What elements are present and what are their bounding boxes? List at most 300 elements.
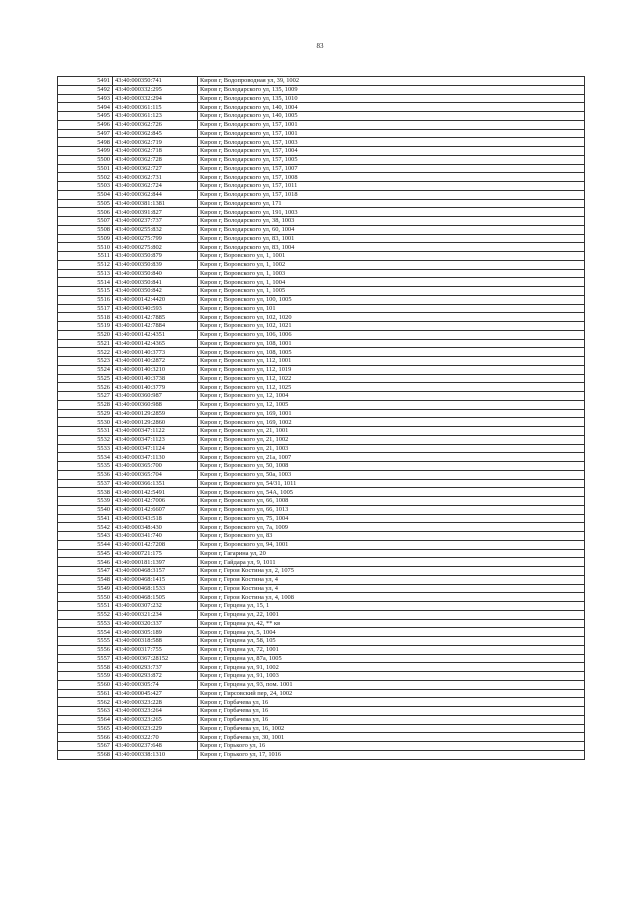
cadastral-number: 43:40:000140:3210 (113, 365, 198, 374)
address: Киров г, Воровского ул, 100, 1005 (198, 295, 585, 304)
table-row (58, 488, 585, 497)
address: Киров г, Воровского ул, 1, 1002 (198, 260, 585, 269)
table-row (58, 654, 585, 663)
address: Киров г, Воровского ул, 112, 1025 (198, 383, 585, 392)
address: Киров г, Володарского ул, 157, 1005 (198, 155, 585, 164)
table-row (58, 374, 585, 383)
row-number: 5502 (58, 173, 113, 182)
address: Киров г, Герцена ул, 5, 1004 (198, 628, 585, 637)
row-number: 5499 (58, 147, 113, 156)
cadastral-number: 43:40:000360:987 (113, 392, 198, 401)
address: Киров г, Горбачева ул, 16 (198, 698, 585, 707)
table-row (58, 514, 585, 523)
row-number: 5561 (58, 689, 113, 698)
address: Киров г, Володарского ул, 157, 1001 (198, 120, 585, 129)
cadastral-number: 43:40:000350:840 (113, 269, 198, 278)
row-number: 5553 (58, 619, 113, 628)
row-number: 5493 (58, 94, 113, 103)
address: Киров г, Воровского ул, 12, 1004 (198, 392, 585, 401)
cadastral-number: 43:40:000362:845 (113, 129, 198, 138)
cadastral-number: 43:40:000365:704 (113, 470, 198, 479)
cadastral-number: 43:40:000305:189 (113, 628, 198, 637)
table-row (58, 575, 585, 584)
address: Киров г, Герцена ул, 15, 1 (198, 602, 585, 611)
row-number: 5543 (58, 532, 113, 541)
row-number: 5566 (58, 733, 113, 742)
row-number: 5550 (58, 593, 113, 602)
address: Киров г, Горбачева ул, 16, 1002 (198, 724, 585, 733)
address: Киров г, Воровского ул, 75, 1004 (198, 514, 585, 523)
table-row (58, 497, 585, 506)
cadastral-number: 43:40:000362:844 (113, 190, 198, 199)
cadastral-number: 43:40:000140:3773 (113, 348, 198, 357)
row-number: 5562 (58, 698, 113, 707)
cadastral-number: 43:40:000129:2860 (113, 418, 198, 427)
row-number: 5527 (58, 392, 113, 401)
cadastral-number: 43:40:000142:7006 (113, 497, 198, 506)
address: Киров г, Герои Костина ул, 4, 1008 (198, 593, 585, 602)
row-number: 5536 (58, 470, 113, 479)
cadastral-number: 43:40:000381:1381 (113, 199, 198, 208)
table-row (58, 147, 585, 156)
row-number: 5523 (58, 357, 113, 366)
address: Киров г, Герои Костина ул, 2, 1075 (198, 567, 585, 576)
cadastral-number: 43:40:000340:593 (113, 304, 198, 313)
row-number: 5529 (58, 409, 113, 418)
row-number: 5535 (58, 462, 113, 471)
cadastral-number: 43:40:000237:737 (113, 217, 198, 226)
cadastral-number: 43:40:000362:731 (113, 173, 198, 182)
table-row (58, 199, 585, 208)
table-row (58, 427, 585, 436)
table-row (58, 418, 585, 427)
table-row (58, 243, 585, 252)
table-row (58, 645, 585, 654)
table-row (58, 637, 585, 646)
row-number: 5528 (58, 400, 113, 409)
row-number: 5507 (58, 217, 113, 226)
table-row (58, 129, 585, 138)
row-number: 5541 (58, 514, 113, 523)
table-row (58, 322, 585, 331)
row-number: 5538 (58, 488, 113, 497)
row-number: 5494 (58, 103, 113, 112)
table-row (58, 295, 585, 304)
table-row (58, 120, 585, 129)
cadastral-number: 43:40:000367:28152 (113, 654, 198, 663)
address: Киров г, Воровского ул, 169, 1001 (198, 409, 585, 418)
row-number: 5498 (58, 138, 113, 147)
address: Киров г, Володарского ул, 140, 1004 (198, 103, 585, 112)
address: Киров г, Воровского ул, 50а, 1003 (198, 470, 585, 479)
row-number: 5492 (58, 85, 113, 94)
row-number: 5557 (58, 654, 113, 663)
table-row (58, 94, 585, 103)
table-row (58, 138, 585, 147)
cadastral-number: 43:40:000142:4365 (113, 339, 198, 348)
row-number: 5547 (58, 567, 113, 576)
cadastral-number: 43:40:000361:115 (113, 103, 198, 112)
row-number: 5540 (58, 505, 113, 514)
row-number: 5501 (58, 164, 113, 173)
cadastral-number: 43:40:000323:228 (113, 698, 198, 707)
table-row (58, 164, 585, 173)
table-row (58, 619, 585, 628)
cadastral-number: 43:40:000347:1130 (113, 453, 198, 462)
address: Киров г, Воровского ул, 12, 1005 (198, 400, 585, 409)
table-row (58, 278, 585, 287)
row-number: 5497 (58, 129, 113, 138)
address: Киров г, Володарского ул, 157, 1007 (198, 164, 585, 173)
row-number: 5532 (58, 435, 113, 444)
table-row (58, 103, 585, 112)
row-number: 5504 (58, 190, 113, 199)
cadastral-number: 43:40:000721:175 (113, 549, 198, 558)
address: Киров г, Воровского ул, 108, 1001 (198, 339, 585, 348)
table-row (58, 470, 585, 479)
table-row (58, 348, 585, 357)
table-row (58, 453, 585, 462)
address: Киров г, Воровского ул, 21а, 1007 (198, 453, 585, 462)
row-number: 5563 (58, 707, 113, 716)
address: Киров г, Володарского ул, 157, 1018 (198, 190, 585, 199)
table-row (58, 252, 585, 261)
address: Киров г, Герои Костина ул, 4 (198, 575, 585, 584)
row-number: 5567 (58, 742, 113, 751)
cadastral-number: 43:40:000361:123 (113, 112, 198, 121)
row-number: 5506 (58, 208, 113, 217)
row-number: 5517 (58, 304, 113, 313)
cadastral-number: 43:40:000347:1123 (113, 435, 198, 444)
address: Киров г, Воровского ул, 108, 1005 (198, 348, 585, 357)
row-number: 5531 (58, 427, 113, 436)
row-number: 5520 (58, 330, 113, 339)
cadastral-number: 43:40:000293:872 (113, 672, 198, 681)
cadastral-number: 43:40:000317:755 (113, 645, 198, 654)
table-row (58, 593, 585, 602)
address: Киров г, Воровского ул, 50, 1008 (198, 462, 585, 471)
cadastral-number: 43:40:000322:70 (113, 733, 198, 742)
address: Киров г, Воровского ул, 66, 1008 (198, 497, 585, 506)
table-row (58, 392, 585, 401)
registry-table-body (58, 77, 585, 760)
address: Киров г, Володарского ул, 60, 1004 (198, 225, 585, 234)
address: Киров г, Горького ул, 17, 1016 (198, 750, 585, 759)
cadastral-number: 43:40:000275:802 (113, 243, 198, 252)
address: Киров г, Володарского ул, 83, 1004 (198, 243, 585, 252)
table-row (58, 313, 585, 322)
cadastral-number: 43:40:000293:737 (113, 663, 198, 672)
cadastral-number: 43:40:000362:728 (113, 155, 198, 164)
address: Киров г, Воровского ул, 21, 1001 (198, 427, 585, 436)
table-row (58, 584, 585, 593)
row-number: 5555 (58, 637, 113, 646)
address: Киров г, Водопроводная ул, 39, 1002 (198, 77, 585, 86)
row-number: 5513 (58, 269, 113, 278)
table-row (58, 208, 585, 217)
cadastral-number: 43:40:000237:648 (113, 742, 198, 751)
table-row (58, 479, 585, 488)
table-row (58, 365, 585, 374)
row-number: 5546 (58, 558, 113, 567)
cadastral-number: 43:40:000140:3738 (113, 374, 198, 383)
cadastral-number: 43:40:000332:295 (113, 85, 198, 94)
address: Киров г, Гайдара ул, 9, 1011 (198, 558, 585, 567)
address: Киров г, Воровского ул, 101 (198, 304, 585, 313)
table-row (58, 567, 585, 576)
address: Киров г, Воровского ул, 102, 1021 (198, 322, 585, 331)
table-row (58, 234, 585, 243)
address: Киров г, Воровского ул, 1, 1005 (198, 287, 585, 296)
cadastral-number: 43:40:000350:841 (113, 278, 198, 287)
row-number: 5549 (58, 584, 113, 593)
cadastral-number: 43:40:000142:5491 (113, 488, 198, 497)
address: Киров г, Володарского ул, 171 (198, 199, 585, 208)
cadastral-number: 43:40:000362:727 (113, 164, 198, 173)
cadastral-number: 43:40:000362:726 (113, 120, 198, 129)
address: Киров г, Володарского ул, 83, 1001 (198, 234, 585, 243)
row-number: 5521 (58, 339, 113, 348)
address: Киров г, Воровского ул, 21, 1002 (198, 435, 585, 444)
table-row (58, 663, 585, 672)
cadastral-number: 43:40:000360:988 (113, 400, 198, 409)
row-number: 5526 (58, 383, 113, 392)
cadastral-number: 43:40:000348:430 (113, 523, 198, 532)
address: Киров г, Володарского ул, 157, 1004 (198, 147, 585, 156)
row-number: 5496 (58, 120, 113, 129)
row-number: 5564 (58, 715, 113, 724)
table-row (58, 400, 585, 409)
cadastral-number: 43:40:000366:1351 (113, 479, 198, 488)
cadastral-number: 43:40:000338:1310 (113, 750, 198, 759)
cadastral-number: 43:40:000347:1122 (113, 427, 198, 436)
address: Киров г, Володарского ул, 191, 1003 (198, 208, 585, 217)
table-row (58, 225, 585, 234)
address: Киров г, Воровского ул, 112, 1022 (198, 374, 585, 383)
row-number: 5554 (58, 628, 113, 637)
table-row (58, 339, 585, 348)
table-row (58, 409, 585, 418)
table-row (58, 689, 585, 698)
table-row (58, 742, 585, 751)
table-row (58, 750, 585, 759)
table-row (58, 287, 585, 296)
row-number: 5491 (58, 77, 113, 86)
address: Киров г, Герцена ул, 93, пом. 1001 (198, 680, 585, 689)
address: Киров г, Гирсовский пер, 24, 1002 (198, 689, 585, 698)
cadastral-number: 43:40:000140:2872 (113, 357, 198, 366)
address: Киров г, Воровского ул, 94, 1001 (198, 540, 585, 549)
table-row (58, 217, 585, 226)
row-number: 5511 (58, 252, 113, 261)
table-row (58, 85, 585, 94)
cadastral-number: 43:40:000129:2859 (113, 409, 198, 418)
row-number: 5534 (58, 453, 113, 462)
table-row (58, 672, 585, 681)
table-row (58, 269, 585, 278)
address: Киров г, Воровского ул, 54А, 1005 (198, 488, 585, 497)
cadastral-number: 43:40:000142:7885 (113, 313, 198, 322)
address: Киров г, Герцена ул, 87а, 1005 (198, 654, 585, 663)
table-row (58, 724, 585, 733)
table-row (58, 173, 585, 182)
cadastral-number: 43:40:000350:879 (113, 252, 198, 261)
cadastral-number: 43:40:000142:4351 (113, 330, 198, 339)
address: Киров г, Герцена ул, 72, 1001 (198, 645, 585, 654)
cadastral-number: 43:40:000255:832 (113, 225, 198, 234)
address: Киров г, Горького ул, 16 (198, 742, 585, 751)
row-number: 5548 (58, 575, 113, 584)
cadastral-number: 43:40:000140:3779 (113, 383, 198, 392)
row-number: 5512 (58, 260, 113, 269)
table-row (58, 715, 585, 724)
table-row (58, 462, 585, 471)
address: Киров г, Воровского ул, 1, 1001 (198, 252, 585, 261)
cadastral-number: 43:40:000362:718 (113, 147, 198, 156)
address: Киров г, Герцена ул, 22, 1001 (198, 610, 585, 619)
address: Киров г, Герцена ул, 91, 1002 (198, 663, 585, 672)
address: Киров г, Воровского ул, 112, 1001 (198, 357, 585, 366)
row-number: 5544 (58, 540, 113, 549)
cadastral-number: 43:40:000391:827 (113, 208, 198, 217)
row-number: 5510 (58, 243, 113, 252)
table-row (58, 698, 585, 707)
cadastral-number: 43:40:000323:265 (113, 715, 198, 724)
cadastral-number: 43:40:000318:588 (113, 637, 198, 646)
row-number: 5495 (58, 112, 113, 121)
address: Киров г, Воровского ул, 54/31, 1011 (198, 479, 585, 488)
row-number: 5552 (58, 610, 113, 619)
table-row (58, 260, 585, 269)
row-number: 5514 (58, 278, 113, 287)
table-row (58, 77, 585, 86)
table-row (58, 182, 585, 191)
address: Киров г, Горбачева ул, 16 (198, 715, 585, 724)
address: Киров г, Володарского ул, 140, 1005 (198, 112, 585, 121)
address: Киров г, Герцена ул, 58, 105 (198, 637, 585, 646)
table-row (58, 532, 585, 541)
address: Киров г, Воровского ул, 83 (198, 532, 585, 541)
address: Киров г, Володарского ул, 157, 1008 (198, 173, 585, 182)
row-number: 5519 (58, 322, 113, 331)
row-number: 5537 (58, 479, 113, 488)
cadastral-number: 43:40:000468:1505 (113, 593, 198, 602)
cadastral-number: 43:40:000362:724 (113, 182, 198, 191)
row-number: 5516 (58, 295, 113, 304)
table-row (58, 505, 585, 514)
address: Киров г, Горбачева ул, 30, 1001 (198, 733, 585, 742)
row-number: 5539 (58, 497, 113, 506)
address: Киров г, Володарского ул, 157, 1001 (198, 129, 585, 138)
table-row (58, 444, 585, 453)
cadastral-number: 43:40:000181:1397 (113, 558, 198, 567)
cadastral-number: 43:40:000320:337 (113, 619, 198, 628)
table-row (58, 628, 585, 637)
page-number: 83 (316, 42, 324, 50)
address: Киров г, Володарского ул, 157, 1011 (198, 182, 585, 191)
cadastral-number: 43:40:000350:842 (113, 287, 198, 296)
row-number: 5518 (58, 313, 113, 322)
address: Киров г, Гагарина ул, 20 (198, 549, 585, 558)
row-number: 5545 (58, 549, 113, 558)
cadastral-number: 43:40:000045:427 (113, 689, 198, 698)
table-row (58, 304, 585, 313)
cadastral-number: 43:40:000343:518 (113, 514, 198, 523)
table-row (58, 733, 585, 742)
cadastral-number: 43:40:000468:1415 (113, 575, 198, 584)
row-number: 5500 (58, 155, 113, 164)
row-number: 5530 (58, 418, 113, 427)
cadastral-number: 43:40:000332:294 (113, 94, 198, 103)
row-number: 5559 (58, 672, 113, 681)
row-number: 5503 (58, 182, 113, 191)
address: Киров г, Герцена ул, 42, ** кв (198, 619, 585, 628)
row-number: 5542 (58, 523, 113, 532)
row-number: 5565 (58, 724, 113, 733)
cadastral-number: 43:40:000341:740 (113, 532, 198, 541)
address: Киров г, Володарского ул, 38, 1003 (198, 217, 585, 226)
cadastral-number: 43:40:000468:1533 (113, 584, 198, 593)
cadastral-number: 43:40:000323:229 (113, 724, 198, 733)
address: Киров г, Герцена ул, 91, 1003 (198, 672, 585, 681)
table-row (58, 680, 585, 689)
table-row (58, 112, 585, 121)
row-number: 5533 (58, 444, 113, 453)
row-number: 5508 (58, 225, 113, 234)
table-row (58, 602, 585, 611)
address: Киров г, Горбачева ул, 16 (198, 707, 585, 716)
table-row (58, 357, 585, 366)
address: Киров г, Воровского ул, 112, 1019 (198, 365, 585, 374)
table-row (58, 610, 585, 619)
cadastral-number: 43:40:000350:839 (113, 260, 198, 269)
table-row (58, 435, 585, 444)
row-number: 5509 (58, 234, 113, 243)
cadastral-number: 43:40:000305:74 (113, 680, 198, 689)
row-number: 5560 (58, 680, 113, 689)
cadastral-number: 43:40:000307:232 (113, 602, 198, 611)
table-row (58, 190, 585, 199)
address: Киров г, Володарского ул, 157, 1003 (198, 138, 585, 147)
cadastral-number: 43:40:000468:3157 (113, 567, 198, 576)
address: Киров г, Воровского ул, 169, 1002 (198, 418, 585, 427)
registry-table (57, 76, 585, 760)
cadastral-number: 43:40:000323:264 (113, 707, 198, 716)
cadastral-number: 43:40:000321:234 (113, 610, 198, 619)
table-row (58, 549, 585, 558)
table-row (58, 523, 585, 532)
address: Киров г, Воровского ул, 1, 1003 (198, 269, 585, 278)
address: Киров г, Воровского ул, 1, 1004 (198, 278, 585, 287)
row-number: 5515 (58, 287, 113, 296)
row-number: 5551 (58, 602, 113, 611)
cadastral-number: 43:40:000142:7208 (113, 540, 198, 549)
address: Киров г, Воровского ул, 106, 1006 (198, 330, 585, 339)
row-number: 5556 (58, 645, 113, 654)
cadastral-number: 43:40:000142:7884 (113, 322, 198, 331)
address: Киров г, Воровского ул, 66, 1013 (198, 505, 585, 514)
cadastral-number: 43:40:000362:719 (113, 138, 198, 147)
table-row (58, 330, 585, 339)
row-number: 5505 (58, 199, 113, 208)
address: Киров г, Герои Костина ул, 4 (198, 584, 585, 593)
row-number: 5558 (58, 663, 113, 672)
address: Киров г, Володарского ул, 135, 1009 (198, 85, 585, 94)
address: Киров г, Воровского ул, 21, 1003 (198, 444, 585, 453)
address: Киров г, Воровского ул, 7а, 1009 (198, 523, 585, 532)
cadastral-number: 43:40:000347:1124 (113, 444, 198, 453)
row-number: 5522 (58, 348, 113, 357)
